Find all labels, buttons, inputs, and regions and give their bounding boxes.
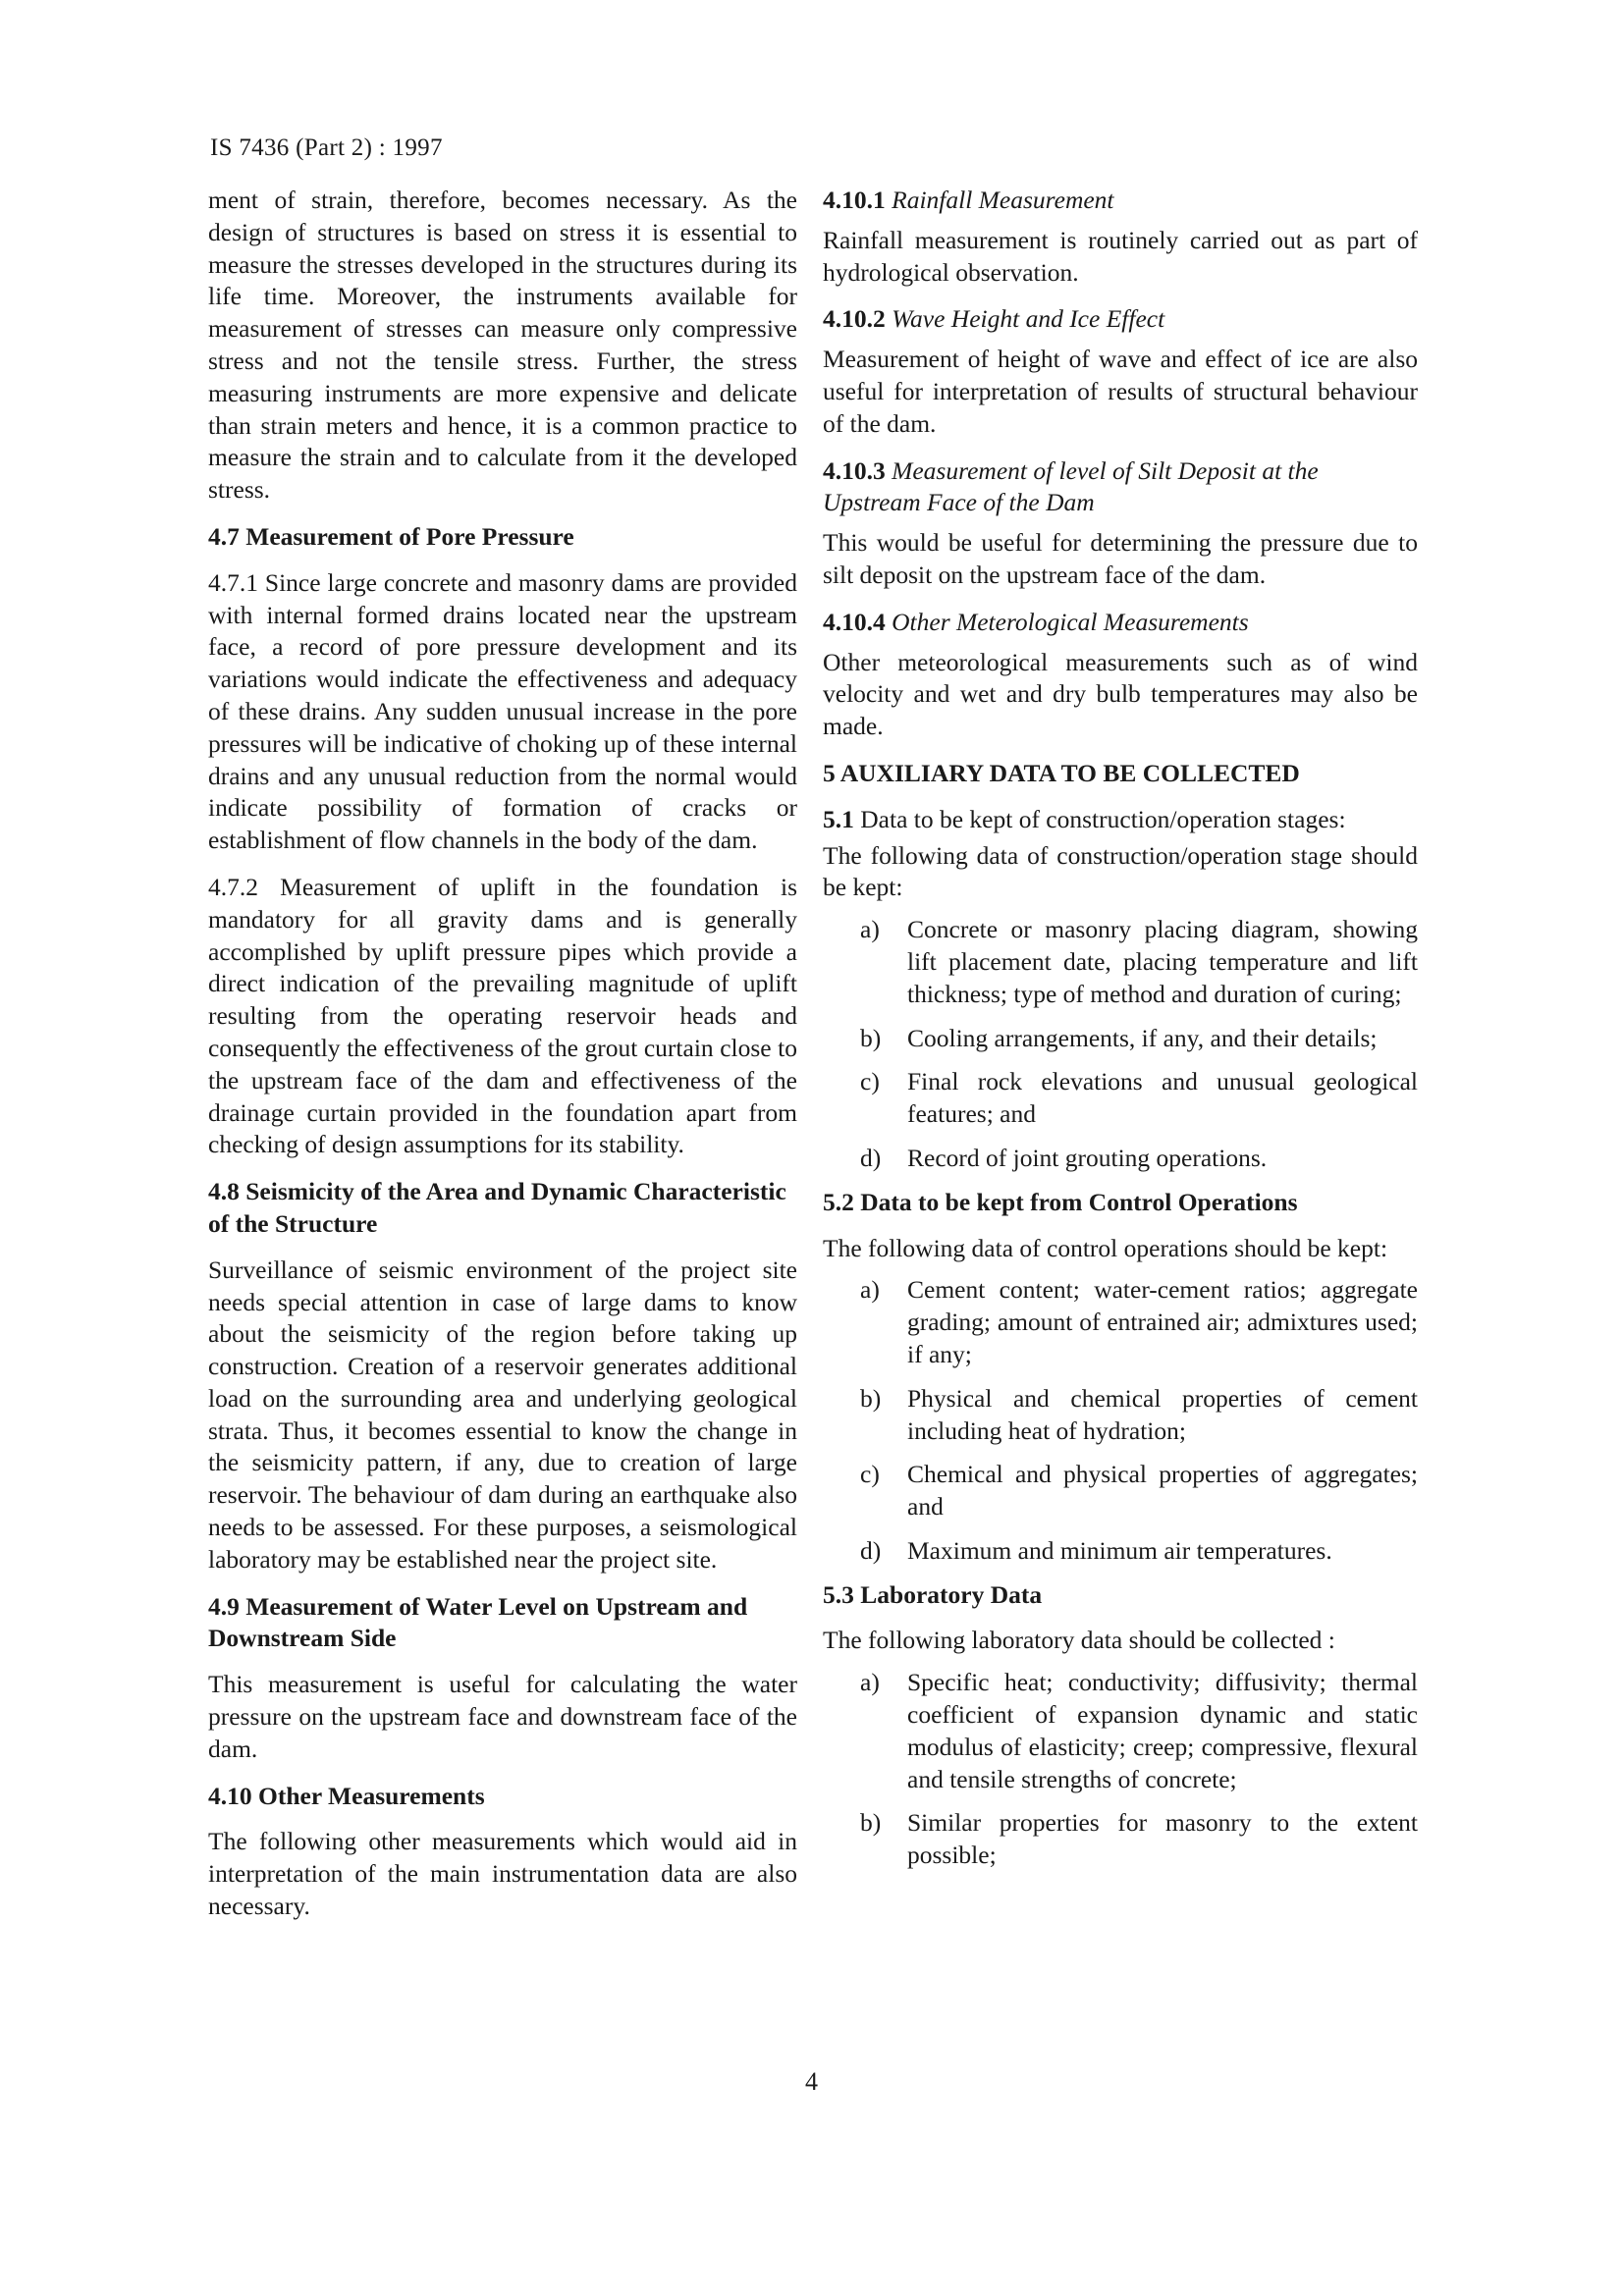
list-marker: b) [860,1023,882,1052]
paragraph-4-10-3: This would be useful for determining the pressure due to silt deposit on the upstream face of the dam. [823,528,1418,589]
heading-4-10-3 [823,455,1418,520]
paragraph-5-3-intro: The following laboratory data should be collected : [823,1626,1335,1655]
list-marker: b) [860,1808,882,1838]
list-item [823,1066,1418,1131]
heading-4-10-4 [823,607,1418,639]
section-number: 4.10.2 [823,304,886,334]
heading-4-9: 4.9 Measurement of Water Level on Upstream and Downstream Side [208,1591,748,1653]
list-marker: c) [860,1460,880,1489]
page-number: 4 [805,2067,818,2096]
paragraph-4-10-2: Measurement of height of wave and effect of ice are also useful for interpretation of results of structural behaviour of the dam. [823,345,1418,438]
list-item-text: Chemical and physical properties of aggregates; and [907,1460,1418,1522]
left-column [208,185,797,1938]
list-5-1 [823,914,1418,1175]
heading-4-10: 4.10 Other Measurements [208,1781,485,1810]
list-5-3 [823,1667,1418,1872]
list-item-text: Similar properties for masonry to the extent possible; [907,1808,1418,1870]
list-item [823,1667,1418,1795]
section-number: 5.1 [823,804,854,833]
list-marker: b) [860,1383,882,1413]
list-item-text: Final rock elevations and unusual geological features; and [907,1067,1418,1129]
list-marker: a) [860,1275,880,1305]
list-item [823,1535,1418,1568]
section-title: Rainfall Measurement [892,186,1114,214]
list-marker: a) [860,1668,880,1697]
right-column [823,185,1418,1884]
heading-4-10-1 [823,185,1418,217]
list-item [823,1807,1418,1872]
paragraph-4-9: This measurement is useful for calculating the water pressure on the upstream face and downstream face of the dam. [208,1670,797,1763]
paragraph-5-1-intro: The following data of construction/operation stage should be kept: [823,840,1418,902]
section-title: Wave Height and Ice Effect [892,304,1165,334]
paragraph-4-10: The following other measurements which would aid in interpretation of the main instrumentation data are also necessary. [208,1827,797,1921]
list-item [823,1143,1418,1175]
list-item-text: Physical and chemical properties of cement including heat of hydration; [907,1383,1418,1445]
section-title: Measurement of level of Silt Deposit at the Upstream Face of the Dam [823,455,1319,517]
section-text: Data to be kept of construction/operation stages: [860,804,1346,833]
list-5-2 [823,1274,1418,1567]
section-title: Other Meterological Measurements [892,607,1249,636]
heading-4-8: 4.8 Seismicity of the Area and Dynamic Characteristic of the Structure [208,1177,786,1238]
paragraph-5-2-intro: The following data of control operations should be kept: [823,1233,1388,1262]
list-item [823,1274,1418,1370]
heading-4-7: 4.7 Measurement of Pore Pressure [208,521,574,551]
paragraph-4-10-4: Other meteorological measurements such as of wind velocity and wet and dry bulb temperatures may also be made. [823,647,1418,741]
paragraph-5-1 [823,804,1418,836]
heading-5: 5 AUXILIARY DATA TO BE COLLECTED [823,758,1300,787]
list-item-text: Cement content; water-cement ratios; aggregate grading; amount of entrained air; admixtures used; if any; [907,1275,1418,1368]
list-item [823,1459,1418,1523]
list-item-text: Maximum and minimum air temperatures. [907,1535,1332,1565]
list-item-text: Record of joint grouting operations. [907,1143,1268,1172]
heading-5-3: 5.3 Laboratory Data [823,1579,1043,1609]
section-number: 4.10.1 [823,186,886,214]
list-marker: d) [860,1535,882,1565]
section-number: 4.10.4 [823,607,886,636]
list-item-text: Concrete or masonry placing diagram, showing lift placement date, placing temperature and lift thickness; type of method and duration of curing; [907,915,1418,1008]
document-header: IS 7436 (Part 2) : 1997 [210,134,443,161]
list-marker: a) [860,915,880,944]
list-item-text: Cooling arrangements, if any, and their details; [907,1023,1378,1052]
paragraph-4-8: Surveillance of seismic environment of the project site needs special attention in case of large dams to know about the seismicity of the region before taking up construction. Creation of a reservoir generates additional load on the surrounding area and underlying geological strata. Thus, it becomes essential to know the change in the seismicity pattern, if any, due to creation of large reservoir. The behaviour of dam during an earthquake also needs to be assessed. For these purposes, a seismological laboratory may be established near the project site. [208,1255,797,1574]
paragraph-4-10-1: Rainfall measurement is routinely carried out as part of hydrological observation. [823,225,1418,287]
paragraph-4-7-1: 4.7.1 Since large concrete and masonry dams are provided with internal formed drains located near the upstream face, a record of pore pressure development and its variations would indicate the effectiveness and adequacy of these drains. Any sudden unusual increase in the pore pressures will be indicative of choking up of these internal drains and any unusual reduction from the normal would indicate possibility of formation of cracks or establishment of flow channels in the body of the dam. [208,567,797,855]
list-marker: d) [860,1143,882,1172]
heading-5-2: 5.2 Data to be kept from Control Operations [823,1187,1298,1216]
list-item [823,1383,1418,1448]
list-item-text: Specific heat; conductivity; diffusivity; thermal coefficient of expansion dynamic and static modulus of elasticity; creep; compressive, flexural and tensile strengths of concrete; [907,1668,1418,1793]
list-item [823,1023,1418,1055]
section-number: 4.10.3 [823,455,886,485]
list-marker: c) [860,1067,880,1096]
list-item [823,914,1418,1010]
paragraph-4-7-2: 4.7.2 Measurement of uplift in the foundation is mandatory for all gravity dams and is generally accomplished by uplift pressure pipes which provide a direct indication of the prevailing magnitude of uplift resulting from the operating reservoir heads and consequently the effectiveness of the grout curtain close to the upstream face of the dam and effectiveness of the drainage curtain provided in the foundation apart from checking of design assumptions for its stability. [208,872,797,1159]
paragraph-strain-measurement: ment of strain, therefore, becomes necessary. As the design of structures is based on stress it is essential to measure the stresses developed in the structures during its life time. Moreover, the instruments available for measurement of stresses can measure only compressive stress and not the tensile stress. Further, the stress measuring instruments are more expensive and delicate than strain meters and hence, it is a common practice to measure the strain and to calculate from it the developed stress. [208,186,797,505]
heading-4-10-2 [823,303,1418,336]
